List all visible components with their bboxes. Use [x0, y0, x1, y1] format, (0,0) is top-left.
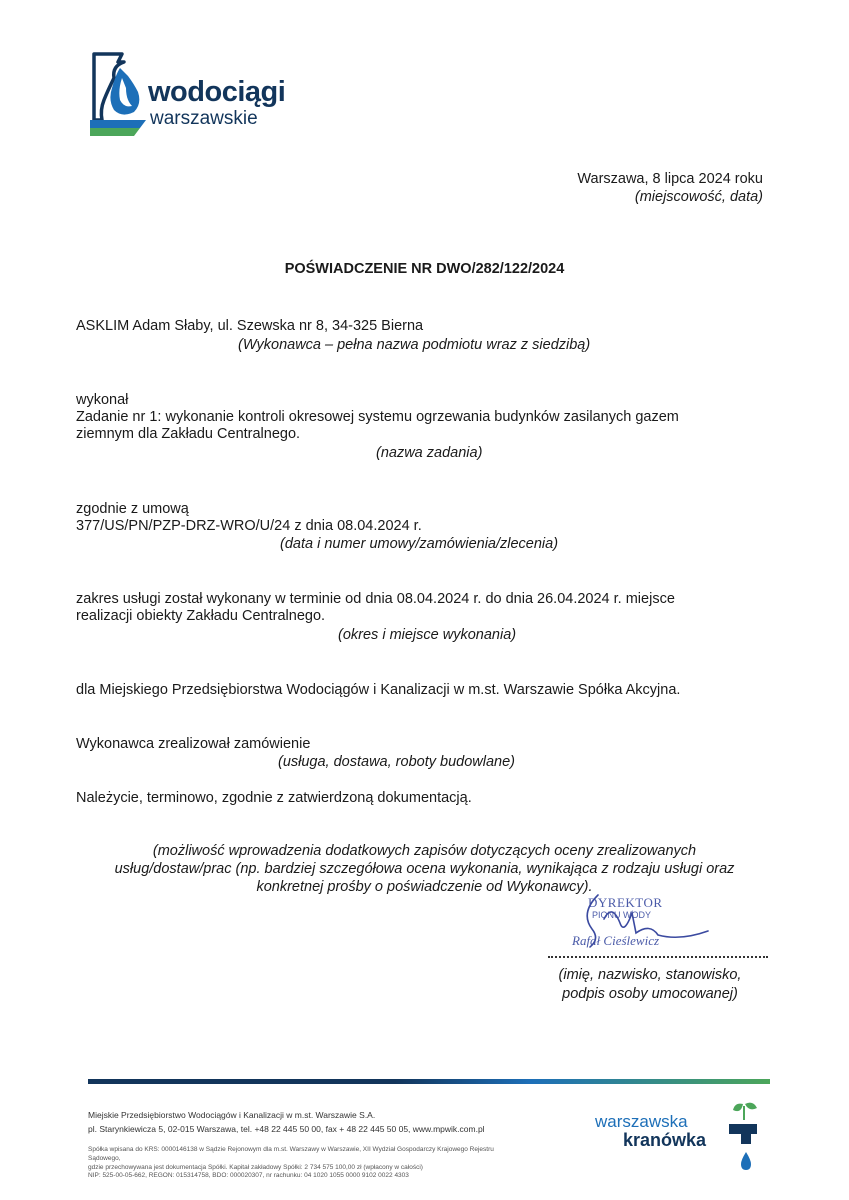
contract-lead: zgodnie z umową [76, 501, 189, 517]
logo-text-primary: wodociągi [148, 76, 286, 108]
company-logo [88, 48, 298, 143]
notes-line-2: usług/dostaw/prac (np. bardziej szczegółowa ocena wykonania, wynikająca z rodzaju usługi oraz [114, 861, 735, 877]
stamp-name: Rafał Cieślewicz [572, 933, 660, 948]
faucet-sprout-icon [725, 1100, 765, 1178]
campaign-text-primary: warszawska [595, 1112, 688, 1131]
contract-hint: (data i numer umowy/zamówienia/zlecenia) [280, 536, 559, 552]
footer-divider [88, 1079, 770, 1084]
signature-line [548, 956, 768, 958]
order-line: Wykonawca zrealizował zamówienie [76, 736, 311, 752]
task-hint: (nazwa zadania) [376, 445, 483, 461]
place-date: Warszawa, 8 lipca 2024 roku [577, 171, 763, 187]
scope-line-1: zakres usługi został wykonany w terminie od dnia 08.04.2024 r. do dnia 26.04.2024 r. miejsce [76, 591, 675, 607]
contractor-value: ASKLIM Adam Słaby, ul. Szewska nr 8, 34-325 Bierna [76, 318, 424, 334]
stamp-subtitle: PIONU WODY [592, 910, 652, 920]
footer-legal-line-2: gdzie przechowywana jest dokumentacja Spółki. Kapitał zakładowy Spółki: 2 734 575 100,00 zł (wpłacony w całości) [88, 1163, 423, 1171]
scope-hint: (okres i miejsce wykonania) [338, 627, 517, 643]
campaign-logo [595, 1100, 770, 1180]
director-stamp [572, 893, 780, 963]
place-date-hint: (miejscowość, data) [634, 189, 763, 205]
footer-legal-line-1: Spółka wpisana do KRS: 0000146138 w Sądzie Rejonowym dla m.st. Warszawy w Warszawie, XII Wydział Gospodarczy Krajowego Rejestru Sądowego, [88, 1146, 494, 1162]
stamp-title: DYREKTOR [588, 895, 663, 910]
notes-line-3: konkretnej prośby o poświadczenie od Wykonawcy). [256, 879, 593, 895]
footer-legal [88, 1146, 518, 1181]
logo-text-secondary: warszawskie [150, 108, 258, 129]
water-drop-logo-icon [88, 48, 148, 138]
contractor-hint: (Wykonawca – pełna nazwa podmiotu wraz z siedzibą) [238, 337, 591, 353]
task-line-1: Zadanie nr 1: wykonanie kontroli okresowej systemu ogrzewania budynków zasilanych gazem [76, 409, 679, 425]
signature-hint-line-1: (imię, nazwisko, stanowisko, [558, 967, 742, 983]
assessment: Należycie, terminowo, zgodnie z zatwierdzoną dokumentacją. [76, 790, 472, 806]
signature-hint-line-2: podpis osoby umocowanej) [562, 986, 738, 1002]
handwritten-signature [540, 883, 730, 963]
footer-legal-line-3: NIP: 525-00-05-662, REGON: 015314758, BDO: 000020307, nr rachunku: 04 1020 1055 0000 9102 0022 4303 [88, 1172, 409, 1180]
order-hint: (usługa, dostawa, roboty budowlane) [278, 754, 515, 770]
recipient: dla Miejskiego Przedsiębiorstwa Wodociągów i Kanalizacji w m.st. Warszawie Spółka Akcyjna. [76, 682, 681, 698]
footer-company-name: Miejskie Przedsiębiorstwo Wodociągów i Kanalizacji w m.st. Warszawie S.A. [88, 1110, 376, 1120]
scope-line-2: realizacji obiekty Zakładu Centralnego. [76, 608, 326, 624]
contract-value: 377/US/PN/PZP-DRZ-WRO/U/24 z dnia 08.04.2024 r. [76, 518, 422, 534]
document-title: POŚWIADCZENIE NR DWO/282/122/2024 [284, 261, 565, 277]
task-lead: wykonał [76, 392, 129, 408]
task-line-2: ziemnym dla Zakładu Centralnego. [76, 426, 301, 442]
signature-hint [530, 967, 770, 1003]
footer-address: pl. Starynkiewicza 5, 02-015 Warszawa, tel. +48 22 445 50 00, fax + 48 22 445 50 05, www.mpwik.com.pl [88, 1124, 485, 1134]
notes-line-1: (możliwość wprowadzenia dodatkowych zapisów dotyczących oceny zrealizowanych [152, 843, 697, 859]
campaign-text-secondary: kranówka [623, 1130, 707, 1150]
